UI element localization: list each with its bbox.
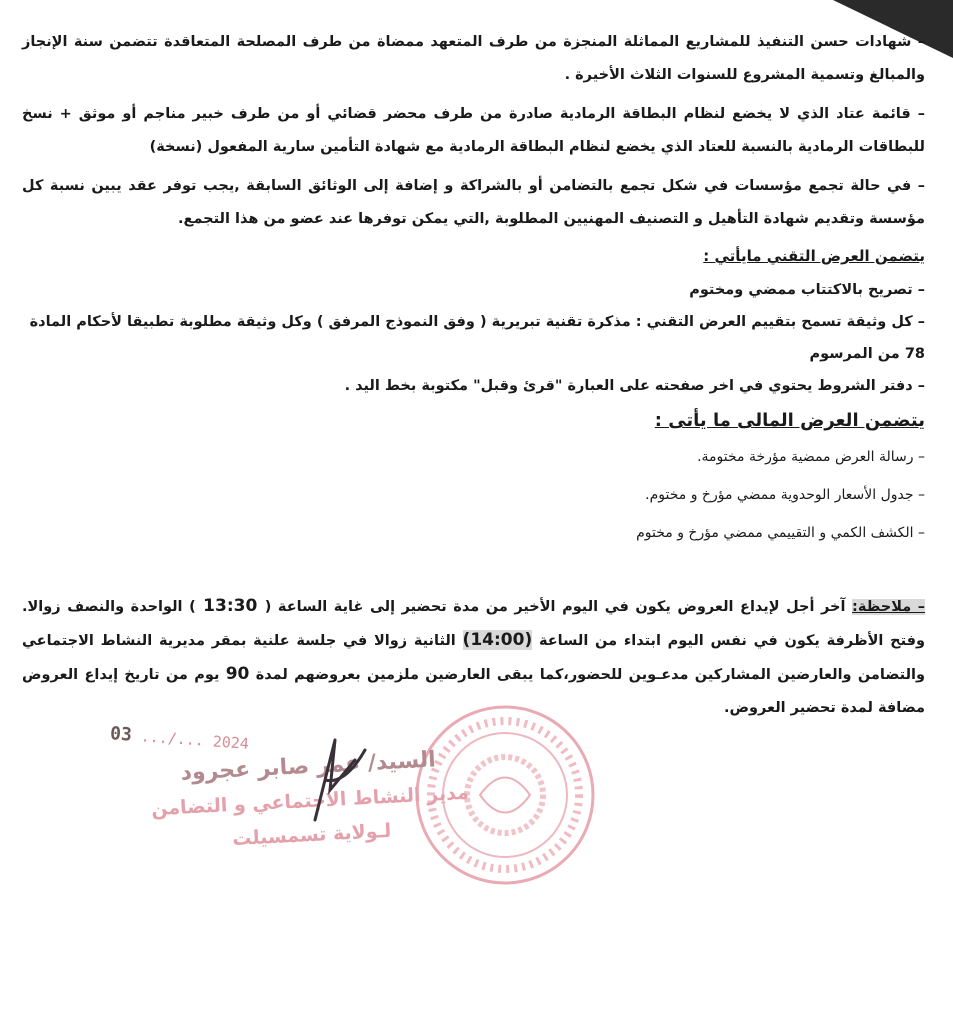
technical-item: – كل وثيقة تسمح بتقييم العرض التقني : مذكرة تقنية تبريرية ( وفق النموذج المرفق ) وكل وثيقة مطلوبة تطبيقا لأحكام المادة 78 من المرسوم xyxy=(29,314,925,362)
handwritten-signature-icon xyxy=(295,730,375,840)
technical-offer-title: يتضمن العرض التقني مايأتي : xyxy=(703,247,925,265)
deadline-time: 13:30 xyxy=(195,596,265,616)
date-stamp: 2024 .../... 03 xyxy=(109,723,250,753)
financial-offer-title: يتضمن العرض المالى ما يأتى : xyxy=(654,410,925,431)
technical-item: – دفتر الشروط يحتوي في اخر صفحته على العبارة "قرئ وقبل" مكتوبة بخط اليد . xyxy=(344,378,925,394)
requirement-good-execution: – شهادات حسن التنفيذ للمشاريع المماثلة المنجزة من طرف المتعهد ممضاة من طرف المصلحة المتعاقدة تتضمن سنة الإنجاز والمبالغ وتسمية المشروع للسنوات الثلاث الأخيرة . xyxy=(22,34,925,83)
deadline-note: – ملاحظة: آخر أجل لإيداع العروض يكون في اليوم الأخير من مدة تحضير إلى غاية الساعة ( 13:30 ) الواحدة والنصف زوالا. وفتح الأظرفة يكون في نفس اليوم ابتداء من الساعة (14:00) الثانية زوالا في جلسة علنية بمقر مديرية النشاط الاجتماعي والتضامن والعارضين المشاركين مدعـوين للحضور،كما يبقى العارضين ملزمين بعروضهم لمدة 90 يوم من تاريخ إيداع العروض مضافة لمدة تحضير العروض. xyxy=(22,596,926,716)
requirement-equipment-list: – قائمة عتاد الذي لا يخضع لنظام البطاقة الرمادية صادرة من طرف محضر قضائي أو من طرف خبير مناجم أو موثق + نسخ للبطاقات الرمادية بالنسبة للعتاد الذي يخضع لنظام البطاقة الرمادية مع شهادة التأمين سارية المفعول (نسخة) xyxy=(22,106,925,155)
signatory-wilaya: لـولاية تسمسيلت xyxy=(231,819,392,851)
financial-item: – رسالة العرض ممضية مؤرخة مختومة. xyxy=(697,449,925,465)
signatory-title: مدير النشاط الاجتماعي و التضامن xyxy=(150,781,470,821)
opening-time: (14:00) xyxy=(462,630,533,650)
financial-item: – الكشف الكمي و التقييمي ممضي مؤرخ و مختوم xyxy=(636,525,925,541)
validity-days: 90 xyxy=(225,664,250,684)
document-page xyxy=(22,26,925,740)
requirement-grouping: – في حالة تجمع مؤسسات في شكل تجمع بالتضامن أو بالشراكة و إضافة إلى الوثائق السابقة ,يجب توفر عقد يبين نسبة كل مؤسسة وتقديم شهادة التأهيل و التصنيف المهنيين المطلوبة ,التي يمكن توفرها عند عضو من هذا التجمع. xyxy=(22,178,925,227)
technical-item: – تصريح بالاكتتاب ممضي ومختوم xyxy=(689,282,925,298)
stamp-area xyxy=(110,700,610,910)
note-label: – ملاحظة: xyxy=(852,599,926,615)
financial-item: – جدول الأسعار الوحدوية ممضي مؤرخ و مختوم. xyxy=(645,487,925,503)
signatory-name: السيد/ عمر صابر عجرود xyxy=(180,747,437,786)
